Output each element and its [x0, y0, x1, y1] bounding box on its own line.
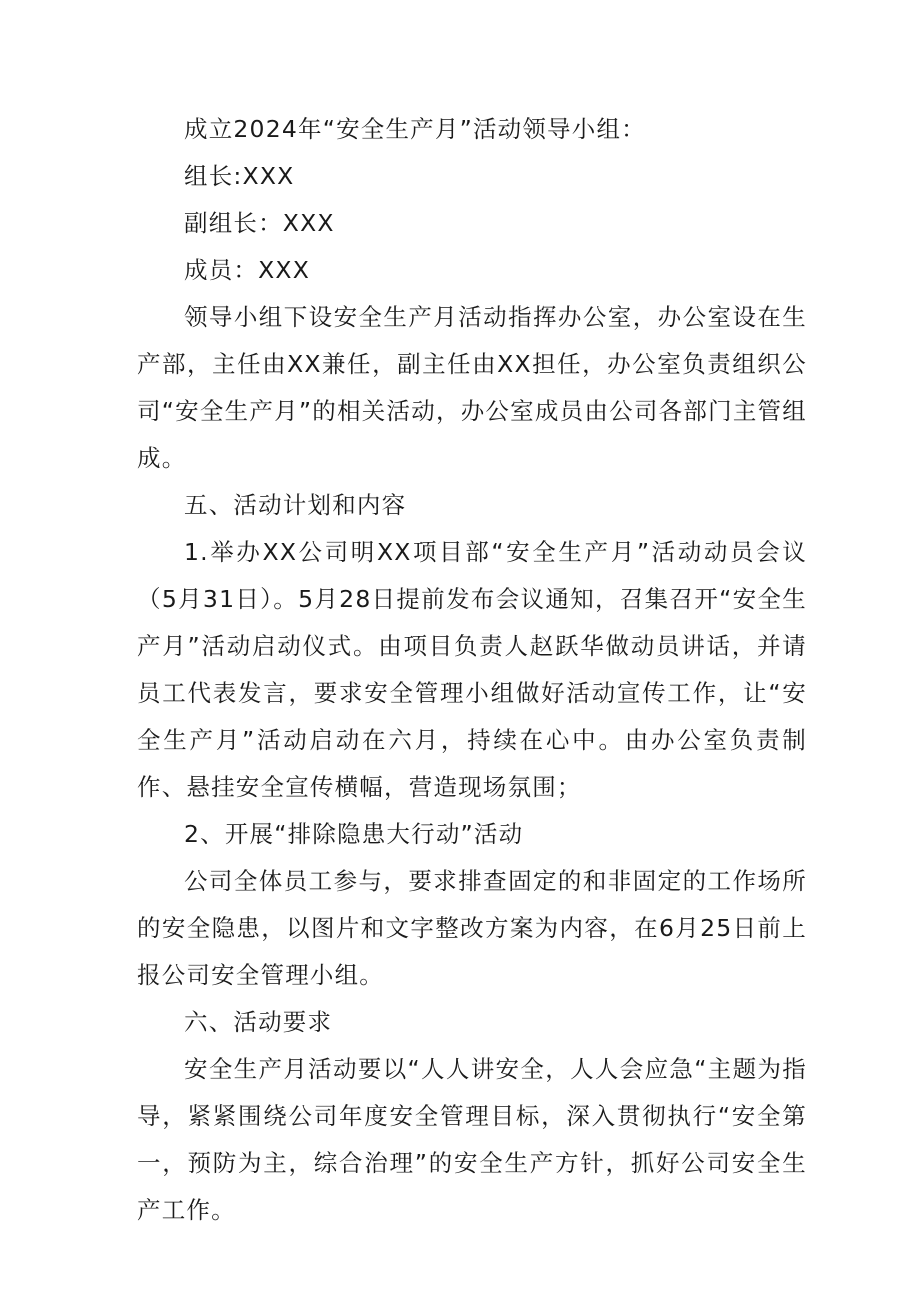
paragraph-leading-group: 成立2024年“安全生产月”活动领导小组：: [184, 115, 646, 143]
paragraph-members: 成员：XXX: [184, 256, 310, 284]
paragraph-group-leader: 组长:XXX: [184, 162, 295, 190]
paragraph-deputy-leader: 副组长：XXX: [184, 209, 335, 237]
paragraph-item-2: 2、开展“排除隐患大行动”活动: [184, 820, 524, 848]
section-heading-requirements: 六、活动要求: [184, 1008, 333, 1036]
paragraph-requirements: 安全生产月活动要以“人人讲安全，人人会应急“主题为指导，紧紧围绕公司年度安全管理目标，深入贯彻执行“安全第一，预防为主，综合治理”的安全生产方针，抓好公司安全生产工作。: [137, 1055, 807, 1224]
document-body: [137, 106, 807, 1234]
paragraph-hazard-check: 公司全体员工参与，要求排查固定的和非固定的工作场所的安全隐患，以图片和文字整改方案为内容，在6月25日前上报公司安全管理小组。: [137, 867, 807, 989]
paragraph-item-1: 1.举办XX公司明XX项目部“安全生产月”活动动员会议（5月31日）。5月28日提前发布会议通知，召集召开“安全生产月”活动启动仪式。由项目负责人赵跃华做动员讲话，并请员工代表发言，要求安全管理小组做好活动宣传工作，让“安全生产月”活动启动在六月，持续在心中。由办公室负责制作、悬挂安全宣传横幅，营造现场氛围；: [137, 538, 807, 801]
section-heading-plan: 五、活动计划和内容: [184, 491, 407, 519]
paragraph-office: 领导小组下设安全生产月活动指挥办公室，办公室设在生产部，主任由XX兼任，副主任由XX担任，办公室负责组织公司“安全生产月”的相关活动，办公室成员由公司各部门主管组成。: [137, 303, 807, 472]
